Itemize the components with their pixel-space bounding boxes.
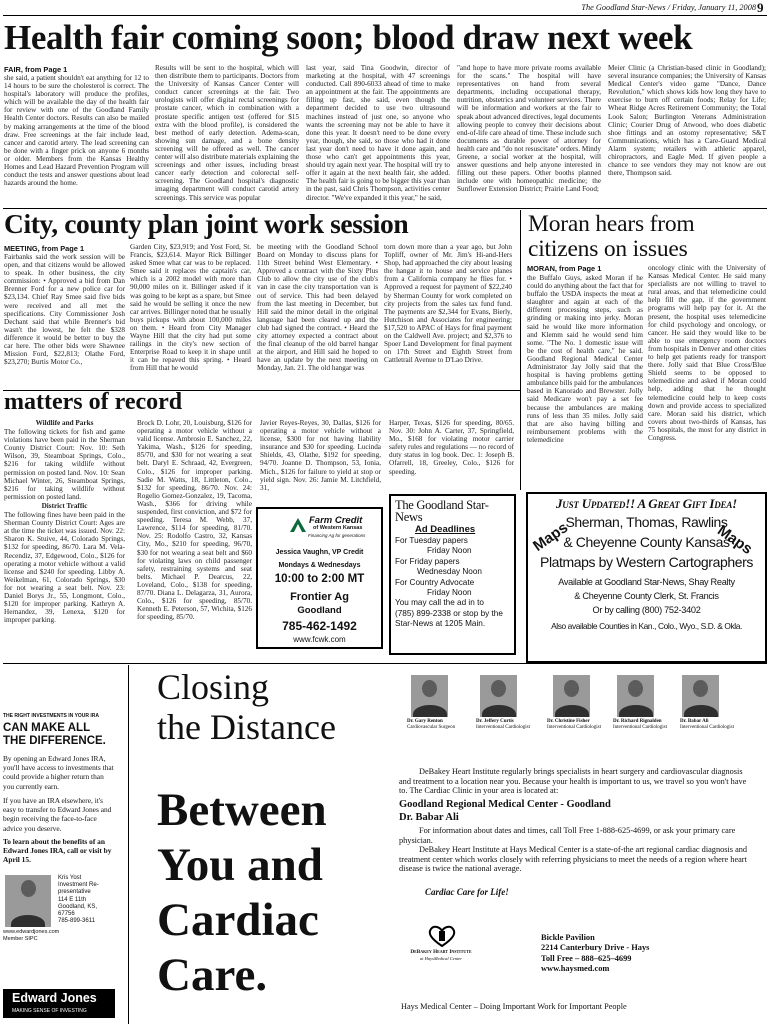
doctor-caption [547,719,613,731]
debakey-intro: DeBakey Heart Institute regularly brings specialists in heart surgery and cardiovascular diagnosis and treatment to a location near you. Because your health is important to us, we travel so you won't have to. The Cardiac Clinic in your area is located at: [399,767,747,795]
heart-logo-icon [427,925,457,947]
health-col-3: last year, said Tina Goodwin, director of marketing at the hospital, with 47 screenings conducted. Call 890-6033 ahead of time to make an appointment at the fair. The appointments are filling up fast, she said, even though the department decided to use two ultrasound machines instead of just one, so anyone who wants the screening may not be able to have it done this year. It doesn't need to be done every year, though, she said, so those who had it done last year don't need to have it done again, and those who can't get appointments this year, should try again next year. The hospital will try to offer it again at the next health fair, she added. The health fair is going to be bigger this year than in the past, said Chris Thompson, activities center director. "We've expanded it this year," he said, [306,64,450,202]
ej-agent-line: Goodland, KS, [58,903,98,910]
maps-line-3: Platmaps by Western Cartographers [540,554,753,570]
doctor-role: Interventional Cardiologist [680,725,735,730]
doctor-photo [480,675,517,717]
farm-credit-place: Frontier Ag [290,591,349,603]
matters-headline: matters of record [4,389,183,415]
health-col-1: she said, a patient shouldn't eat anything for 12 to 14 hours to be sure the cholesterol is correct. The hospital's laboratory will produce the profiles, which will be available the day of the health fair for review with one of the Goodland Family Health Center doctors. Results can also be mailed by making arrangements at the time of the blood draw. Free screenings at the fair include lead, cancer and carotid artery. The lead screening can be done with a finger prick on anyone 6 months or older. Members from the Kansas Healthy Homes and Lead Hazard Prevention Program will conduct the tests and answer questions about lead hazards around the home. [4,74,149,188]
matters-col-4: Harper, Texas, $126 for speeding, 80/65. Nov. 30: John A. Carter, 37, Springfield, Mo., $168 for violating motor carrier safety rules and regulations — no record of duty status in log book. Dec. 1: Joseph B. Ofarrell, 18, Greeley, Colo., $126 for speeding. [389,419,514,476]
edward-jones-ad [3,700,115,1024]
ej-agent-line: 67756 [58,911,75,918]
deadline-line: For Friday papers [395,556,460,566]
debakey-slogan: Cardiac Care for Life! [425,887,509,897]
farm-credit-hours: 10:00 to 2:00 MT [274,573,365,585]
farm-credit-tagline: Financing Ag for generations [308,533,366,538]
matters-col-1 [4,419,125,683]
ad-deadlines-box [389,494,516,655]
masthead-text: The Goodland Star-News / Friday, January 11, 2008 [581,3,756,12]
matters-col-3: Javier Reyes-Reyes, 30, Dallas, $126 for operating a motor vehicle without a license, $300 for not having liability insurance and $30 for speeding. Lucinda Shields, 43, Olathe, $192 for speeding, 94/70. Joanne D. Thompson, 53, Ionia, Mich., $126 for failure to yield at stop or yield sign. Nov. 26: Jamie M. Litchfield, 31, [260,419,381,492]
doctor-name: Dr. Richard Rignalden [613,719,662,724]
deadline-line: Friday Noon [427,546,472,556]
city-col-2: Garden City, $23,919; and Yost Ford, St. Francis, $23,614. Mayor Rick Billinger asked Smee what car was to be replaced. Smee said it replaces the captain's car, which is a 2002 model with more than 90,000 miles on it. Billinger asked if it was going to be kept as a spare, but Smee said he would be selling it once the new car arrives. Billinger noted that he usually buys pickups with about 100,000 miles on them. • Heard from City Manager Wayne Hill that the city had put some railings in the city's new section of Enterprise Road to keep it in shape until it can be repaved this spring. • Heard from Hill that he would [130,243,251,373]
ej-headline: CAN MAKE ALL THE DIFFERENCE. [3,722,106,747]
ej-agent-photo [5,875,51,927]
health-col-2: Results will be sent to the hospital, which will then distribute them to participants. Doctors from the University of Kansas Cancer Center will conduct cancer screenings at the fair. Two urologists will offer digital rectal screenings for prostate cancer, which in combination with a prostate specific antigen test (offered for $15 extra with the blood profile), is considered the best method of early detection. Adema-scan, showing sun damage, and a bone density screening will be offered as well. The cancer center will also distribute materials explaining the screenings and other issues, including breast cancer early detection and colorectal self-screening. The Goodland hospital's diagnostic imaging department will conduct carotid artery screenings. This service was popular [155,64,299,202]
address-line: Bickle Pavilion [541,933,595,942]
address-line[interactable]: www.haysmed.com [541,963,610,973]
doctor-name: Dr. Jeffery Curtis [476,719,514,724]
ej-agent-info [58,875,115,925]
debakey-logo-sub: at HaysMedical Center [420,956,462,961]
doctor-name: Dr. Christine Fisher [547,719,590,724]
farm-credit-name: Jessica Vaughn, VP Credit [275,549,364,556]
ej-para-1: By opening an Edward Jones IRA, you'll have access to investments that could provide a higher return than you currently earn. [3,754,114,791]
doctor-role: Interventional Cardiologist [613,725,668,730]
debakey-care: Care. [157,949,268,1001]
address-line: 2214 Canterbury Drive - Hays [541,943,650,953]
matters-col-2: Brock D. Lohr, 20, Louisburg, $126 for operating a motor vehicle without a valid license. Ambrosio E. Sanchez, 22, Yakima, Wash., $126 for speeding, 85/70, and $30 for not wearing a seat belt. Daryl E. Schraad, 42, Evergreen, Colo., $126 for improper parking. Sadie M. Watts, 18, Littleton, Colo., $132 for speeding, 86/70. Nov. 24: Rogelio Gomez-Gonzalez, 19, Tacoma, Wash., $366 for driving while suspended, first conviction, and $72 for speeding. Teresa M. Webb, 37, Lawrence, $114 for speeding, 81/70. Nov. 25: Rodolfo Castro, 32, Kansas City, Mo., $210 for speeding, 96/70, $30 for not wearing a seat belt and $60 for violating laws on child passenger safety, restraining systems and seat belts. Michael P. Dearcus, 22, Loveland, Colo., $138 for speeding, 87/70. Diana L. Delagarza, 31, Aurora, Colo., $126 for speeding, 85/70. Kenneth E. Peterson, 57, Wichita, $126 for speeding, 85/70. [137,419,252,622]
farm-credit-days: Mondays & Wednesdays [278,562,361,569]
health-headline: Health fair coming soon; blood draw next week [4,18,693,57]
ej-kicker: THE RIGHT INVESTMENTS IN YOUR IRA [3,713,100,719]
ej-para-3: To learn about the benefits of an Edward Jones IRA, call or visit by April 15. [3,837,112,865]
deadline-line: (785) 899-2338 or stop by the [395,608,503,618]
moran-jump: MORAN, from Page 1 [527,264,602,273]
farm-credit-web[interactable]: www.fcwk.com [293,635,346,644]
farm-credit-logo: Farm Credit [309,515,363,526]
page-number: 9 [757,0,764,15]
doctor-caption [680,719,742,731]
doctor-role: Interventional Cardiologist [547,725,602,730]
debakey-distance: the Distance [157,707,336,747]
doctor-role: Cardiovascular Surgeon [407,725,456,730]
matters-subhead-traffic: District Traffic [41,501,88,510]
matters-text-traffic: The following fines have been paid in the Sherman County District Court: Ages are at the time the ticket was issued. Nov. 22: Sharon K. Stuive, 44, Colorado Springs, $132 for speeding, 86/70. Lara M. Vela-Recendiz, 37, Edgewood, Colo., $126 for operating a motor vehicle without a valid license and $240 for speeding. Libby A. Weikelman, 61, Colorado Springs, $30 for not wearing a seat belt. Nov. 23: Daniel Borys Jr., 55, Longmont, Colo., $120 for improper parking. Kathryn A. Hernandez, 39, Lenexa, $120 for improper parking. [4,511,125,625]
maps-line-6: Or by calling (800) 752-3402 [592,605,701,615]
moran-col-1: the Buffalo Guys, asked Moran if he could do anything about the fact that for buffalo the USDA inspects the meat at slaughter and again at each of the different processing steps, such as grinding or making into jerky. Moran said he would like more information and Klemm said he would send him some. "The No. 1 domestic issue will be the cost of health care," he said. Goodland Regional Medical Center Administrator Jay Jolly said that the hospital is having problems getting ambulance bills paid for the ambulances based in Kanorado and Brewster. Jolly said Medicare won't pay a set fee because the ambulances are making runs of less than 35 miles. Jolly said that are also having billing and reimbursement problems with the telemedicine [527,274,643,444]
matters-text-wildlife: The following tickets for fish and game violations have been paid in the Sherman County District Court: Nov. 10: Seth Wilson, 39, Steamboat Springs, Colo., $216 for taking wildlife without permission on posted land. Nov. 10: Sean Michael Winter, 26, Steamboat Springs, $216 for taking wildlife without permission on posted land. [4,428,125,501]
maps-ad [526,492,767,663]
deadline-line: Star-News at 1205 Main. [395,619,486,629]
debakey-you-and: You and [157,839,323,891]
deadline-line: For Tuesday papers [395,536,468,545]
city-col-1: Fairbanks said the work session will be open, and that citizens would be allowed to speak. In other business, the city commission: • Approved a bid from Dan Brenner Ford for a new police car for $23,134. Chief Ray Smee said five bids were received and all met the specifications. City Commissioner Josh Dechant said that while Brenner's bid wasn't the lowest, he felt the $328 difference it would be better to buy the car here. The other bids were Shawnee Mission Ford, $22,813; Olathe Ford, $23,270; Burtis Motor Co., [4,253,125,367]
health-col-5: Meier Clinic (a Christian-based clinic in Goodland); several insurance companies; the University of Kansas Medical Center's video game "Dance, Dance Revolution," which shows kids how long they have to exercise to burn off certain foods; Relay for Life; Wheat Ridge Acres Retirement Community; the Total Look Salon; Burlington Veterans Administration Clinic; Courier Drug of Atwood, who does diabetic shoe fittings and an ostomy representative; S&T Communications, which has a Care-Guard Medical Alarm system; retailers with athletic apparel, chiropractors, and Eagle Med. If given people a chance to see vendors they may not know are out there, Thompson said. [608,64,766,178]
maps-left-label: Maps [530,519,572,555]
maps-line-4: Available at Goodland Star-News, Shay Realty [558,577,735,587]
doctor-photo [617,675,654,717]
farm-credit-logo-sub: of Western Kansas [313,525,363,531]
ej-logo: Edward Jones [12,991,97,1005]
doctor-role: Interventional Cardiologist [476,725,531,730]
doctor-photo [411,675,448,717]
address-line: Toll Free – 888–625–4699 [541,953,632,963]
maps-title: Just Updated!! A Great Gift Idea! [555,496,738,511]
moran-col-2: oncology clinic with the University of Kansas Medical Center. He said many specialists are not willing to travel to rural areas, and that telemedicine could help fill the gap, if the government programs will help pay for it. At the present, the hospital uses telemedicine for child psychology and oncology, or cancer. He said they would like to be able to use emergency room doctors from hospitals in Denver and other cities to help get patients ready for transport there. Jolly said that Blue Cross/Blue Shield seems to be opposed to telemedicine and asked if Moran could help, adding that he thought telemedicine could help to keep costs down and provide access to specialized care. Moran said his district, which covers about two-thirds of Kansas, has 75 hospitals, the most for any district in Congress. [648,264,766,442]
farm-credit-phone: 785-462-1492 [282,619,357,633]
doctor-photo [553,675,590,717]
maps-line-5: & Cheyenne County Clerk, St. Francis [574,591,719,601]
deadline-line: For Country Advocate [395,577,475,587]
ej-agent-line: 785-899-3611 [58,918,95,925]
deadline-line: Wednesday Noon [417,567,482,577]
farm-credit-town: Goodland [297,605,342,616]
health-col-4: "and hope to have more private rooms available for the scans." The hospital will have representatives on hand from several departments, including occupational therapy, nutrition, obstetrics and volunteer services. There will be information and workers at the fair to speak about advanced directives, legal documents allowing people to convey their decisions about end-of-life care ahead of time. These include such documents as durable power of attorney for health care and "do not resuscitate" orders. Mindy Greene, a social worker at the hospital, will answer questions and help anyone interested in filling out these papers. Other booths planned include one with homeopathic medicine; the Sunflower Extension District; Prairie Land Food; [457,64,601,194]
debakey-closing: Closing [157,667,270,707]
doctor-caption [476,719,542,731]
city-headline: City, county plan joint work session [4,208,409,239]
doctor-name: Dr. Gary Renton [407,719,443,724]
debakey-location: Goodland Regional Medical Center - Goodland [399,799,611,810]
debakey-ad [128,665,768,1024]
debakey-info: For information about dates and times, call Toll Free 1-888-625-4699, or ask your primary care physician. [399,826,736,845]
deadline-line: Friday Noon [427,588,472,598]
farm-credit-logo-icon [288,516,308,534]
debakey-about: DeBakey Heart Institute at Hays Medical Center is a state-of-the art regional cardiac diagnosis and treatment center which works closely with referring physicians to meet the needs of a region where heart disease is twice the national average. [399,845,748,873]
city-jump: MEETING, from Page 1 [4,244,85,253]
doctor-name: Dr. Babar Ali [680,719,709,724]
debakey-doctor: Dr. Babar Ali [399,812,459,823]
maps-line-2: & Cheyenne County Kansas [563,534,730,550]
deadlines-paper: The Goodland Star-News [395,498,489,524]
maps-line-1: Sherman, Thomas, Rawlins [565,514,728,530]
debakey-address [541,933,761,974]
city-col-3: be meeting with the Goodland School Board on Monday to discuss plans for 11th Street behind West Elementary. • Approved a contract with the Sixty Plus Club to allow the city use of the club's van in case the city transportation van is out of service. This had been delayed from the last meeting in December, but Hill said the minor detail in the original language had been cleared up and the club had signed the contract. • Heard the city attorney expected a contract about the final cleanup of the old barrel hangar at the airport, and Hill said he hoped to have an update by the next meeting on Monday, Jan. 21. The old hangar was [257,243,378,373]
farm-credit-ad[interactable] [256,507,383,649]
debakey-footer: Hays Medical Center – Doing Important Work for Important People [401,1002,627,1011]
debakey-logo: DeBakey Heart Institute [410,949,472,955]
maps-line-7: Also available Counties in Kan., Colo., Wyo., S.D. & Okla. [551,621,742,631]
doctor-photo [682,675,719,717]
maps-right-label: Maps [714,522,756,558]
ej-agent-line: presentative [58,889,91,896]
deadlines-lines [395,536,513,630]
doctor-caption [407,719,469,731]
ej-agent-line: Investment Re- [58,882,99,889]
deadline-line: You may call the ad in to [395,598,484,608]
debakey-cardiac: Cardiac [157,894,319,946]
city-col-4: torn down more than a year ago, but John Topliff, owner of Mr. Jim's Hi-and-Hers Shop, had approached the city about leasing the hangar it to house and service planes from a California company he flies for. • Approved a request for payment of $22,240 by Sherman County for work completed on city projects from the sales tax fund fund. The payments are $2,344 for Evans, Bierly, Hutchison and Associates for engineering; $17,520 to APAC of Hays for final payment on the Caldwell Ave. project; and $2,376 to Spoer Land Development for final payment on 17th Street and Eighth Street from Cattletrail Avenue to D'Lao Drive. [384,243,512,365]
health-jump: FAIR, from Page 1 [4,65,68,74]
ej-logo-box [3,989,115,1018]
deadlines-title: Ad Deadlines [415,524,476,535]
ej-web[interactable]: www.edwardjones.com [3,929,60,935]
moran-headline: Moran hears from citizens on issues [528,211,695,262]
ej-sipc: Member SIPC [3,936,38,942]
ej-slogan: MAKING SENSE OF INVESTING [12,1008,87,1014]
ej-para-2: If you have an IRA elsewhere, it's easy to transfer to Edward Jones and begin receiving the face-to-face advice you deserve. [3,796,112,833]
doctor-caption [613,719,679,731]
ej-agent-line: 114 E 11th [58,896,87,903]
debakey-between: Between [157,784,327,836]
ej-agent-line: Kris Yost [58,875,82,881]
matters-subhead-wildlife: Wildlife and Parks [35,419,94,427]
